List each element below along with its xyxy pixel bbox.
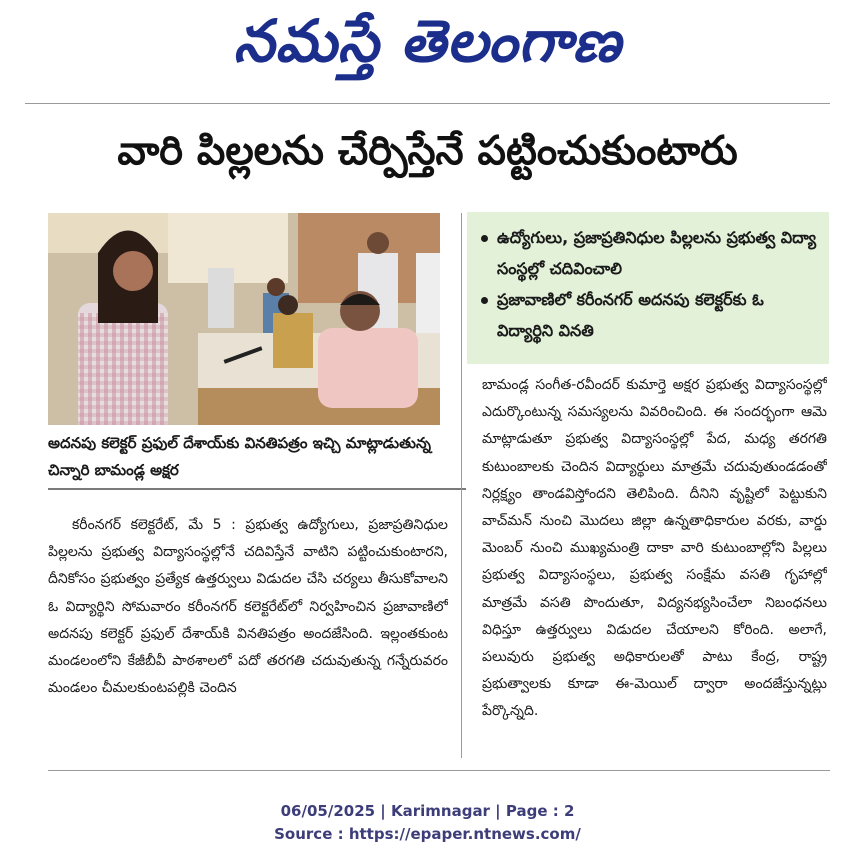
bullet-icon xyxy=(481,297,488,304)
article-bottom-divider xyxy=(48,770,830,771)
highlights-box xyxy=(467,212,829,364)
photo-caption: అదనపు కలెక్టర్ ప్రఫుల్ దేశాయ్‌కు వినతిపత్రం ఇచ్చి మాట్లాడుతున్న చిన్నారి బామండ్ల అక్షర xyxy=(48,434,431,479)
article-headline: వారి పిల్లలను చేర్పిస్తేనే పట్టించుకుంటారు xyxy=(117,128,738,174)
highlight-item xyxy=(481,222,819,284)
highlight-item xyxy=(481,284,819,346)
edition-info: 06/05/2025 | Karimnagar | Page : 2 xyxy=(280,802,575,820)
page-footer xyxy=(0,800,855,846)
masthead-title: నమస్తే తెలంగాణ xyxy=(233,6,622,75)
source-link[interactable]: Source : https://epaper.ntnews.com/ xyxy=(274,825,581,843)
newspaper-masthead xyxy=(0,0,855,96)
bullet-icon xyxy=(481,235,488,242)
article-body-left: కరీంనగర్ కలెక్టరేట్, మే 5 : ప్రభుత్వ ఉద్యోగులు, ప్రజాప్రతినిధుల పిల్లలను ప్రభుత్వ విద్యాసంస్థల్లోనే చదివిస్తేనే వాటిని పట్టించుకుంటారని, దీనికోసం ప్రభుత్వం ప్రత్యేక ఉత్తర్వులు విడుదల చేసి చర్యలు తీసుకోవాలని ఓ విద్యార్థిని సోమవారం కరీంనగర్ కలెక్టరేట్‌లో నిర్వహించిన ప్రజావాణిలో అదనపు కలెక్టర్ ప్రఫుల్ దేశాయ్‌కి వినతిపత్రం అందజేసింది. ఇల్లంతకుంట మండలంలోని కేజీబీవీ పాఠశాలలో పదో తరగతి చదువుతున్న గన్నేరువరం మండలం చీమలకుంటపల్లికి చెందిన xyxy=(48,517,448,697)
masthead-divider xyxy=(25,103,830,104)
article-body-right: బామండ్ల సంగీత-రవీందర్ కుమార్తె అక్షర ప్రభుత్వ విద్యాసంస్థల్లో ఎదుర్కొంటున్న సమస్యలను వివరించింది. ఈ సందర్భంగా ఆమె మాట్లాడుతూ ప్రభుత్వ విద్యాసంస్థల్లో పేద, మధ్య తరగతి కుటుంబాలకు చెందిన విద్యార్థులు మాత్రమే చదువుతుండడంతో నిర్లక్ష్యం తాండవిస్తోందని తెలిపింది. దీనిని వృష్టిలో పెట్టుకుని వాచ్‌మన్ నుంచి మొదలు జిల్లా ఉన్నతాధికారుల వరకు, వార్డు మెంబర్ నుంచి ముఖ్యమంత్రి దాకా వారి కుటుంబాల్లోని పిల్లలు ప్రభుత్వ విద్యాసంస్థలు, ప్రభుత్వ సంక్షేమ వసతి గృహాల్లో మాత్రమే వసతి పొందుతూ, విద్యనభ్యసించేలా నిబంధనలు విధిస్తూ ఉత్తర్వులు విడుదల చేయాలని కోరింది. అలాగే, పలువురు ప్రభుత్వ అధికారులతో పాటు కేంద్ర, రాష్ట్ర ప్రభుత్వాలకు కూడా ఈ-మెయిల్ ద్వారా అందజేస్తున్నట్లు పేర్కొన్నది. xyxy=(482,377,827,720)
column-divider xyxy=(461,213,462,758)
caption-divider xyxy=(48,488,466,490)
news-photo xyxy=(48,213,440,425)
highlight-text: ప్రజావాణిలో కరీంనగర్ అదనపు కలెక్టర్‌కు ఓ విద్యార్థిని వినతి xyxy=(497,290,764,340)
highlight-text: ఉద్యోగులు, ప్రజాప్రతినిధుల పిల్లలను ప్రభుత్వ విద్యా సంస్థల్లో చదివించాలి xyxy=(497,228,817,278)
